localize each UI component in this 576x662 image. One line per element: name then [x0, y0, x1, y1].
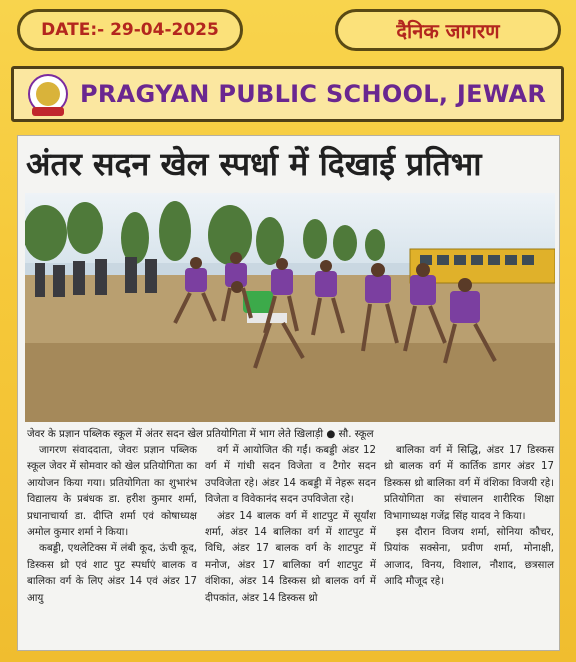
- paragraph: वर्ग में आयोजित की गईं। कबड्डी अंडर 12 वर्ग में गांधी सदन विजेता व टैगोर सदन उपविजेता रहे। अंडर 14 कबड्डी में नेहरू सदन विजेता व विवेकानंद सदन उपविजेता रहे।: [205, 445, 376, 506]
- article-column-3: [384, 443, 554, 591]
- paragraph: अंडर 14 बालक वर्ग में शाटपुट में सूर्यांश शर्मा, अंडर 14 बालिका वर्ग में शाटपुट में विधि, अंडर 17 बालक वर्ग के शाटपुट में मनोज, अंडर 17 बालिका वर्ग शाटपुट में वंशिका, अंडर 14 डिस्कस थ्रो बालक वर्ग में दीपकांत, अंडर 14 डिस्कस थ्रो: [205, 510, 376, 604]
- kabaddi-scene-illustration: [25, 193, 555, 422]
- paragraph: बालिका वर्ग में सिद्धि, अंडर 17 डिस्कस थ्रो बालक वर्ग में कार्तिक डागर अंडर 17 डिस्कस थ्रो बालिका वर्ग में वंशिका विजयी रहे। प्रतियोगिता का संचालन शारीरिक शिक्षा विभागाध्यक्ष गजेंद्र सिंह यादव ने किया।: [384, 445, 554, 522]
- paragraph: जागरण संवाददाता, जेवरः प्रज्ञान पब्लिक स्कूल जेवर में सोमवार को खेल प्रतियोगिता का आयोजन किया गया। प्रतियोगिता का शुभारंभ विद्यालय के प्रबंधक डा. हरीश कुमार शर्मा, प्रधानाचार्या डा. दीप्ति शर्मा एवं कोषाध्यक्ष अमोल कुमार शर्मा ने किया।: [27, 445, 197, 539]
- school-banner: [11, 66, 564, 122]
- date-badge: [17, 9, 243, 51]
- article-headline: अंतर सदन खेल स्पर्धा में दिखाई प्रतिभा: [26, 145, 482, 183]
- date-label: DATE:- 29-04-2025: [41, 20, 219, 40]
- photo-caption: जेवर के प्रज्ञान पब्लिक स्कूल में अंतर सदन खेल प्रतियोगिता में भाग लेते खिलाड़ी ● सौ. स्कूल: [27, 428, 374, 440]
- newspaper-clipping: [17, 135, 560, 651]
- article-column-1: [27, 443, 197, 607]
- article-photo: [25, 193, 555, 422]
- school-logo-icon: [28, 74, 68, 114]
- paragraph: कबड्डी, एथलेटिक्स में लंबी कूद, ऊंची कूद, डिस्कस थ्रो एवं शाट पुट स्पर्धाएं बालक व बालिका वर्ग के लिए अंडर 14 एवं अंडर 17 आयु: [27, 543, 197, 604]
- article-column-2: [205, 443, 376, 607]
- paragraph: इस दौरान विजय शर्मा, सोनिया कौचर, प्रियांक सक्सेना, प्रवीण शर्मा, मोनाक्षी, आजाद, विनय, विशाल, नौशाद, छत्रसाल आदि मौजूद रहे।: [384, 527, 554, 588]
- newspaper-badge: [335, 9, 561, 51]
- newspaper-name: दैनिक जागरण: [396, 18, 500, 43]
- school-name: PRAGYAN PUBLIC SCHOOL, JEWAR: [80, 80, 547, 108]
